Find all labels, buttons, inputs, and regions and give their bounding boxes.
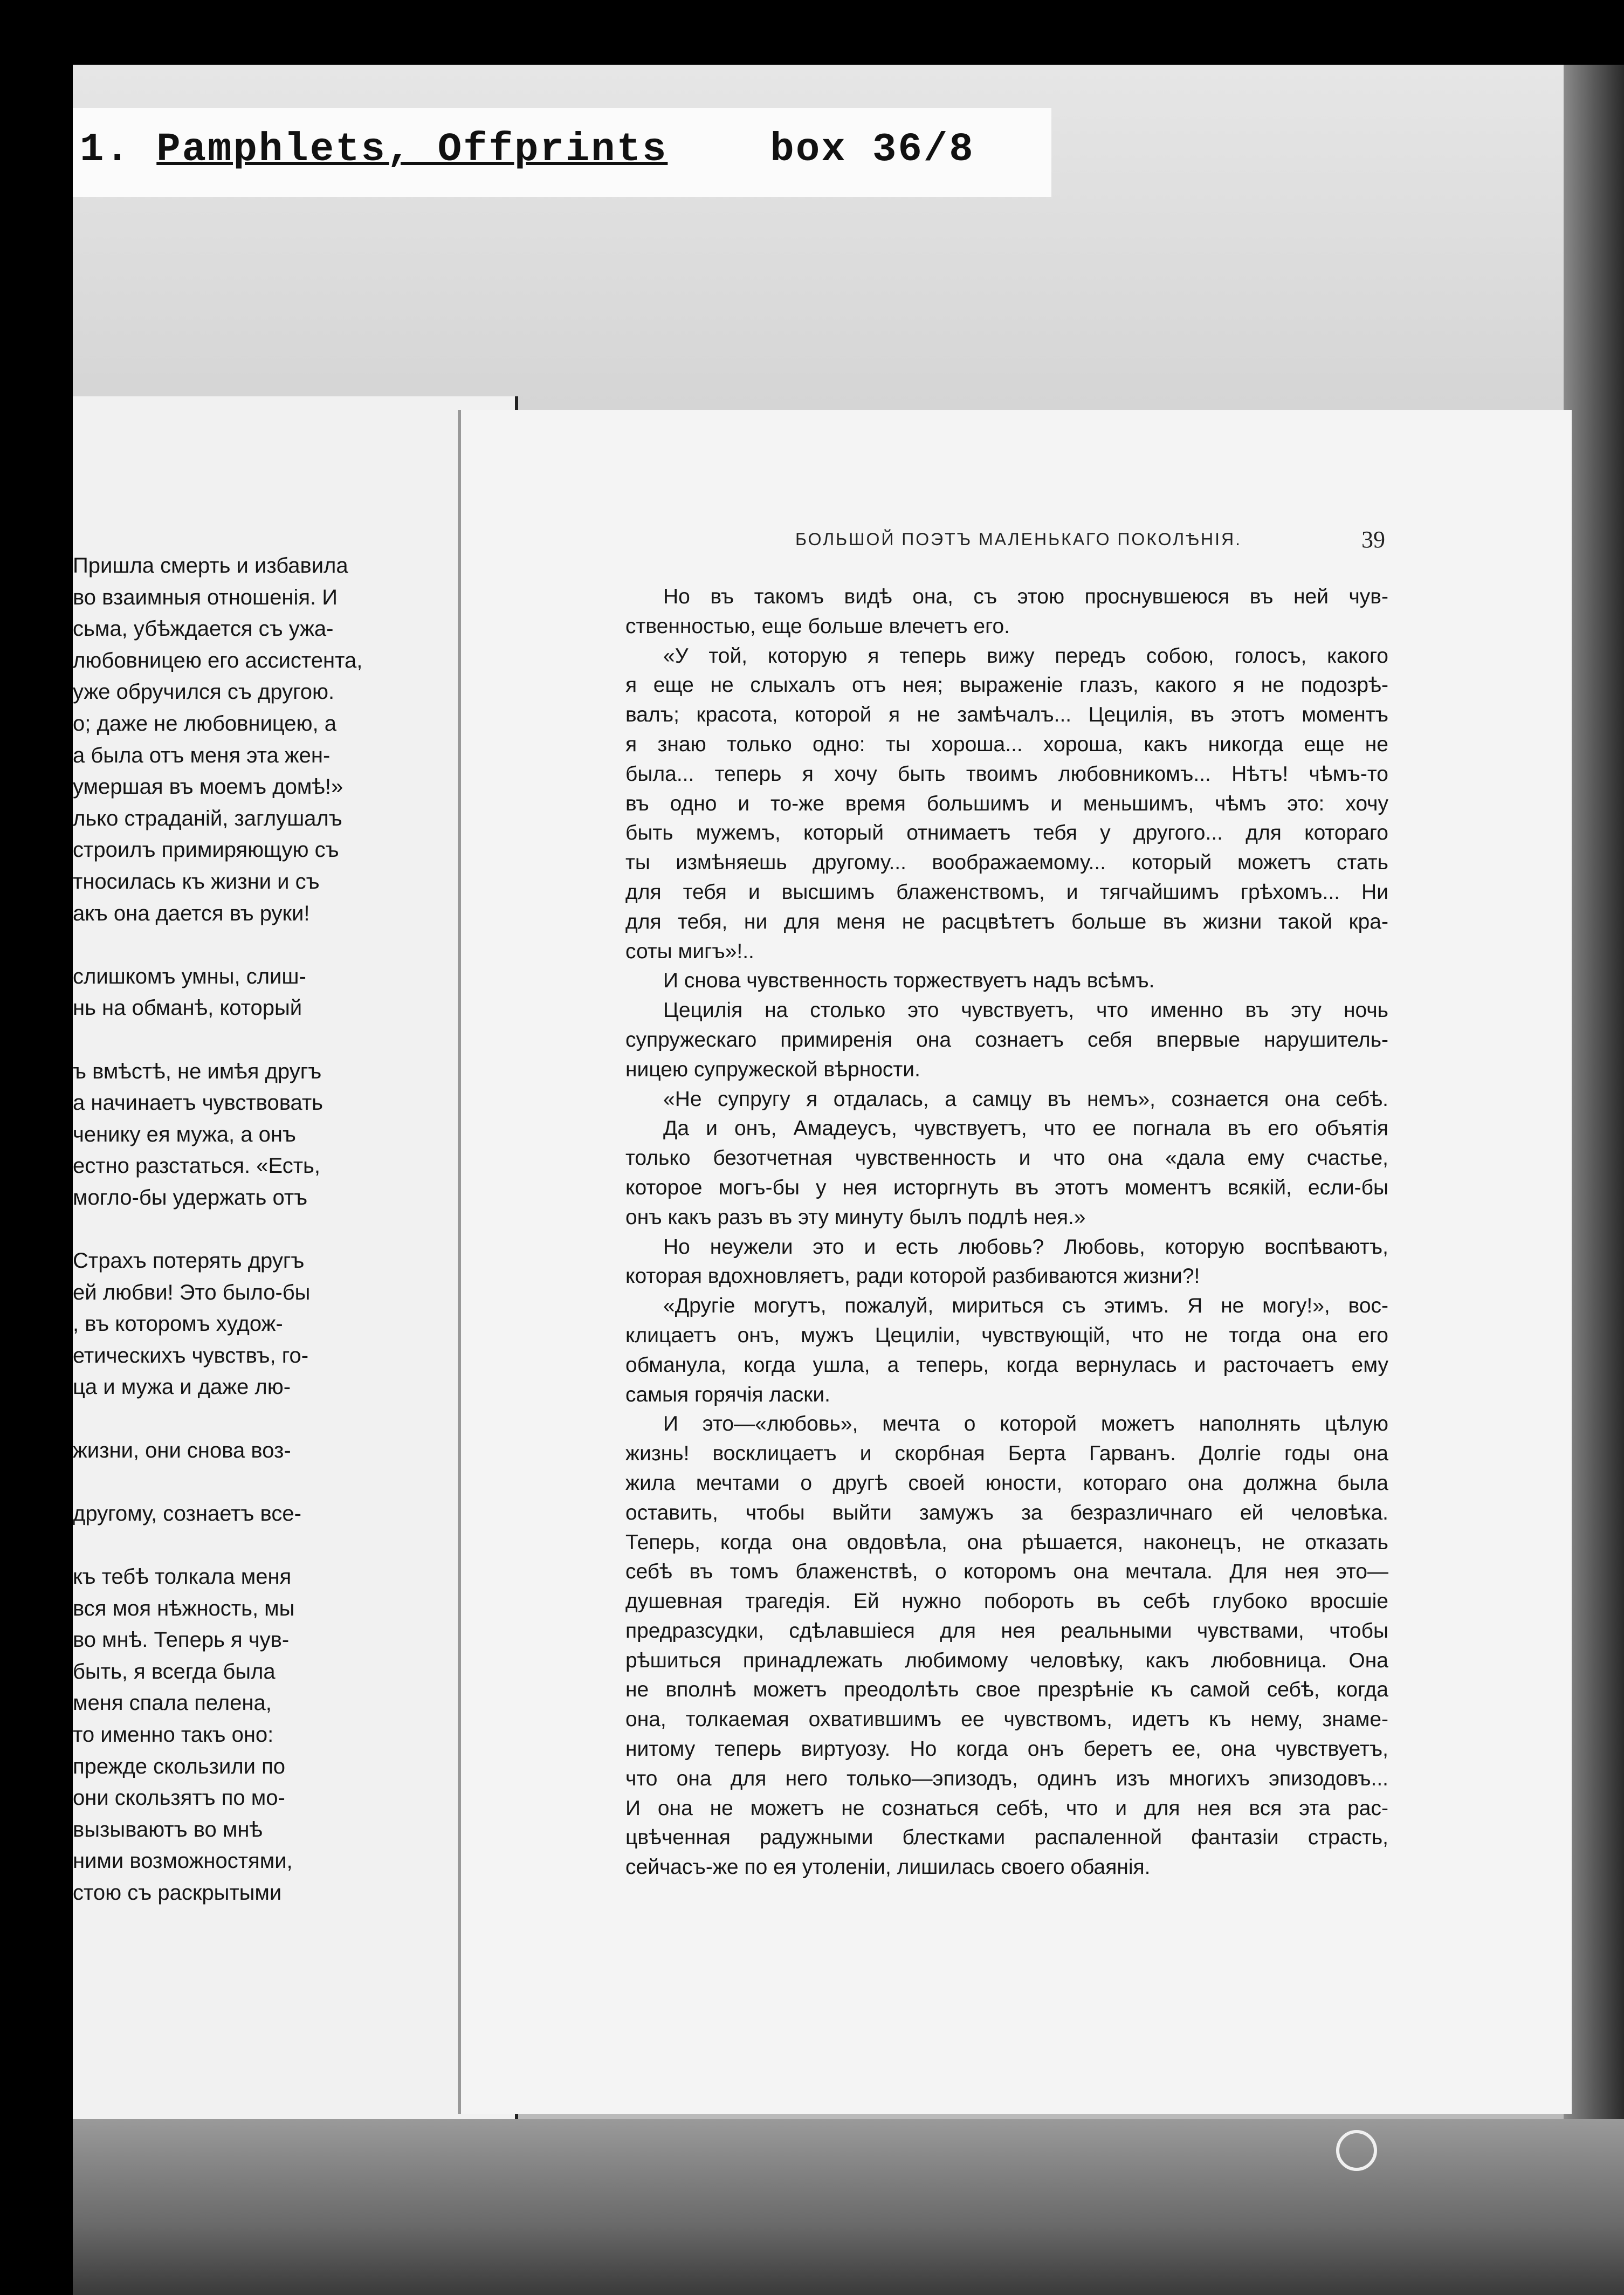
scanner-bottom-shadow [73,2119,1624,2295]
text-line: сьма, убѣждается съ ужа- [73,617,334,641]
label-category: Pamphlets, Offprints [156,127,668,173]
archive-label [80,127,975,173]
text-line: Да и онъ, Амадеусъ, чувствуетъ, что ее погнала въ его объятія [663,1117,1388,1140]
text-line: другому, сознаетъ все- [73,1501,301,1526]
text-line: ченику ея мужа, а онъ [73,1122,296,1146]
text-line: они скользятъ по мо- [73,1786,285,1810]
label-box: box 36/8 [770,127,975,173]
text-line: вся моя нѣжность, мы [73,1596,295,1620]
text-line: только безотчетная чувственность и что она «дала ему счастье, [625,1146,1388,1170]
scanner-edge-shadow [1564,65,1624,2295]
text-line: была... теперь я хочу быть твоимъ любовникомъ... Нѣтъ! чѣмъ-то [625,762,1388,786]
text-line: И снова чувственность торжествуетъ надъ всѣмъ. [663,969,1155,993]
text-line: Теперь, когда она овдовѣла, она рѣшается, наконецъ, не отказать [625,1530,1388,1554]
text-line: во мнѣ. Теперь я чув- [73,1628,290,1652]
text-line: «Не супругу я отдалась, а самцу въ немъ», сознается она себѣ. [663,1087,1388,1111]
text-line: етическихъ чувствъ, го- [73,1343,309,1368]
text-line: я знаю только одно: ты хороша... хороша, какъ никогда еще не [625,732,1388,756]
text-line: ты измѣняешь другому... воображаемому... который можетъ стать [625,851,1388,875]
text-line: рѣшиться принадлежать любимому человѣку, какъ любовница. Она [625,1648,1388,1672]
text-line: то именно такъ оно: [73,1722,274,1747]
text-line: во взаимныя отношенія. И [73,585,338,609]
text-line: Цецилія на столько это чувствуетъ, что именно въ эту ночь [663,999,1388,1022]
text-line: себѣ въ томъ блаженствѣ, о которомъ она мечтала. Для нея это— [625,1560,1388,1584]
right-page-text [625,582,1388,1882]
text-line [73,1403,396,1435]
text-line: Пришла смерть и избавила [73,554,348,578]
punch-hole-mark [1336,2130,1377,2171]
text-line: строилъ примиряющую съ [73,838,339,862]
text-line: а начинаетъ чувствовать [73,1091,324,1115]
text-line: цвѣченная радужными блестками распаленной фантазіи страсть, [625,1826,1388,1850]
text-line: не вполнѣ можетъ преодолѣть свое презрѣніе къ самой себѣ, когда [625,1678,1388,1702]
text-line: меня спала пелена, [73,1691,272,1715]
text-line: ницею супружеской вѣрности. [625,1057,920,1081]
text-line: жила мечтами о другѣ своей юности, котораго она должна была [625,1471,1388,1495]
text-line: акъ она дается въ руки! [73,901,310,925]
page-number: 39 [1361,526,1385,553]
text-line: обманула, когда ушла, а теперь, когда вернулась и расточаетъ ему [625,1353,1388,1377]
text-line: нь на обманѣ, который [73,996,302,1020]
text-line: для тебя и высшимъ блаженствомъ, и тягчайшимъ грѣхомъ... Ни [625,880,1388,904]
text-line: сейчасъ-же по ея утоленіи, лишилась своего обаянія. [625,1856,1151,1879]
text-line: ца и мужа и даже лю- [73,1375,291,1399]
text-line: , въ которомъ худож- [73,1312,283,1336]
text-line: оставить, чтобы выйти замужъ за безразличнаго ей человѣка. [625,1501,1388,1524]
text-line: которая вдохновляетъ, ради которой разбиваются жизни?! [625,1265,1200,1288]
text-line [73,1024,396,1056]
text-line [73,1213,396,1245]
text-line: а была отъ меня эта жен- [73,743,331,767]
text-line: прежде скользили по [73,1754,286,1778]
text-line: ей любви! Это было-бы [73,1280,311,1304]
text-line: я еще не слыхалъ отъ нея; выраженіе глазъ, какого я не подозрѣ- [625,674,1388,697]
text-line: нитому теперь виртуозу. Но когда онъ беретъ ее, она чувствуетъ, [625,1737,1388,1761]
text-line: самыя горячія ласки. [625,1383,830,1406]
text-line: что она для него только—эпизодъ, одинъ изъ многихъ эпизодовъ... [625,1767,1388,1790]
text-line: стою съ раскрытыми [73,1880,282,1905]
text-line: «У той, которую я теперь вижу передъ собою, голосъ, какого [663,644,1388,668]
text-line: клицаетъ онъ, мужъ Цециліи, чувствующій, что не тогда она его [625,1323,1388,1347]
text-line: ними возможностями, [73,1849,293,1873]
text-line: жизнь! восклицаетъ и скорбная Берта Гарванъ. Долгіе годы она [625,1442,1388,1466]
text-line: И это—«любовь», мечта о которой можетъ наполнять цѣлую [663,1412,1388,1436]
text-line: предразсудки, сдѣлавшіеся для нея реальными чувствами, чтобы [625,1619,1388,1643]
text-line: соты мигъ»!.. [625,939,754,963]
text-line: Но въ такомъ видѣ она, съ этою проснувшеюся въ ней чув- [663,585,1388,608]
text-line: «Другіе могутъ, пожалуй, мириться съ этимъ. Я не могу!», вос- [663,1294,1388,1318]
text-line: быть мужемъ, который отнимаетъ тебя у другого... для котораго [625,821,1388,845]
text-line: жизни, они снова воз- [73,1438,291,1462]
label-number: 1. [80,127,131,173]
text-line: могло-бы удержать отъ [73,1185,308,1210]
text-line: Но неужели это и есть любовь? Любовь, которую воспѣваютъ, [663,1235,1388,1259]
text-line: умершая въ моемъ домѣ!» [73,775,343,799]
text-line: лько страданій, заглушалъ [73,806,342,830]
text-line: слишкомъ умны, слиш- [73,964,306,988]
text-line: ъ вмѣстѣ, не имѣя другъ [73,1059,322,1083]
text-line: тносилась къ жизни и съ [73,869,320,894]
text-line: супружескаго примиренія она сознаетъ себя впервые нарушитель- [625,1028,1388,1052]
text-line: любовницею его ассистента, [73,648,363,672]
text-line: о; даже не любовницею, а [73,711,336,736]
text-line: валъ; красота, которой я не замѣчалъ... Цецилія, въ этотъ моментъ [625,703,1388,727]
text-line: быть, я всегда была [73,1659,276,1684]
running-head: БОЛЬШОЙ ПОЭТЪ МАЛЕНЬКАГО ПОКОЛѢНІЯ. [795,530,1242,549]
text-line: И она не можетъ не сознаться себѣ, что и для нея вся эта рас- [625,1796,1388,1820]
text-line: душевная трагедія. Ей нужно побороть въ себѣ глубоко вросшіе [625,1590,1388,1613]
left-page-text [73,550,396,1909]
text-line: естно разстаться. «Есть, [73,1154,320,1178]
text-line: она, толкаемая охватившимъ ее чувствомъ, идетъ къ нему, знаме- [625,1708,1388,1731]
text-line: уже обручился съ другою. [73,680,335,704]
text-line: вызываютъ во мнѣ [73,1817,263,1842]
text-line: къ тебѣ толкала меня [73,1565,292,1589]
text-line: для тебя, ни для меня не расцвѣтетъ больше въ жизни такой кра- [625,910,1388,933]
text-line [73,1529,396,1561]
text-line: ственностью, еще больше влечетъ его. [625,614,1010,638]
text-line [73,1466,396,1498]
text-line: Страхъ потерять другъ [73,1249,305,1273]
text-line: въ одно и то-же время большимъ и меньшимъ, чѣмъ это: хочу [625,792,1388,815]
text-line: которое могъ-бы у нея исторгнуть въ этотъ моментъ всякій, если-бы [625,1176,1388,1199]
text-line: онъ какъ разъ въ эту минуту былъ подлѣ нея.» [625,1205,1086,1229]
text-line [73,929,396,961]
